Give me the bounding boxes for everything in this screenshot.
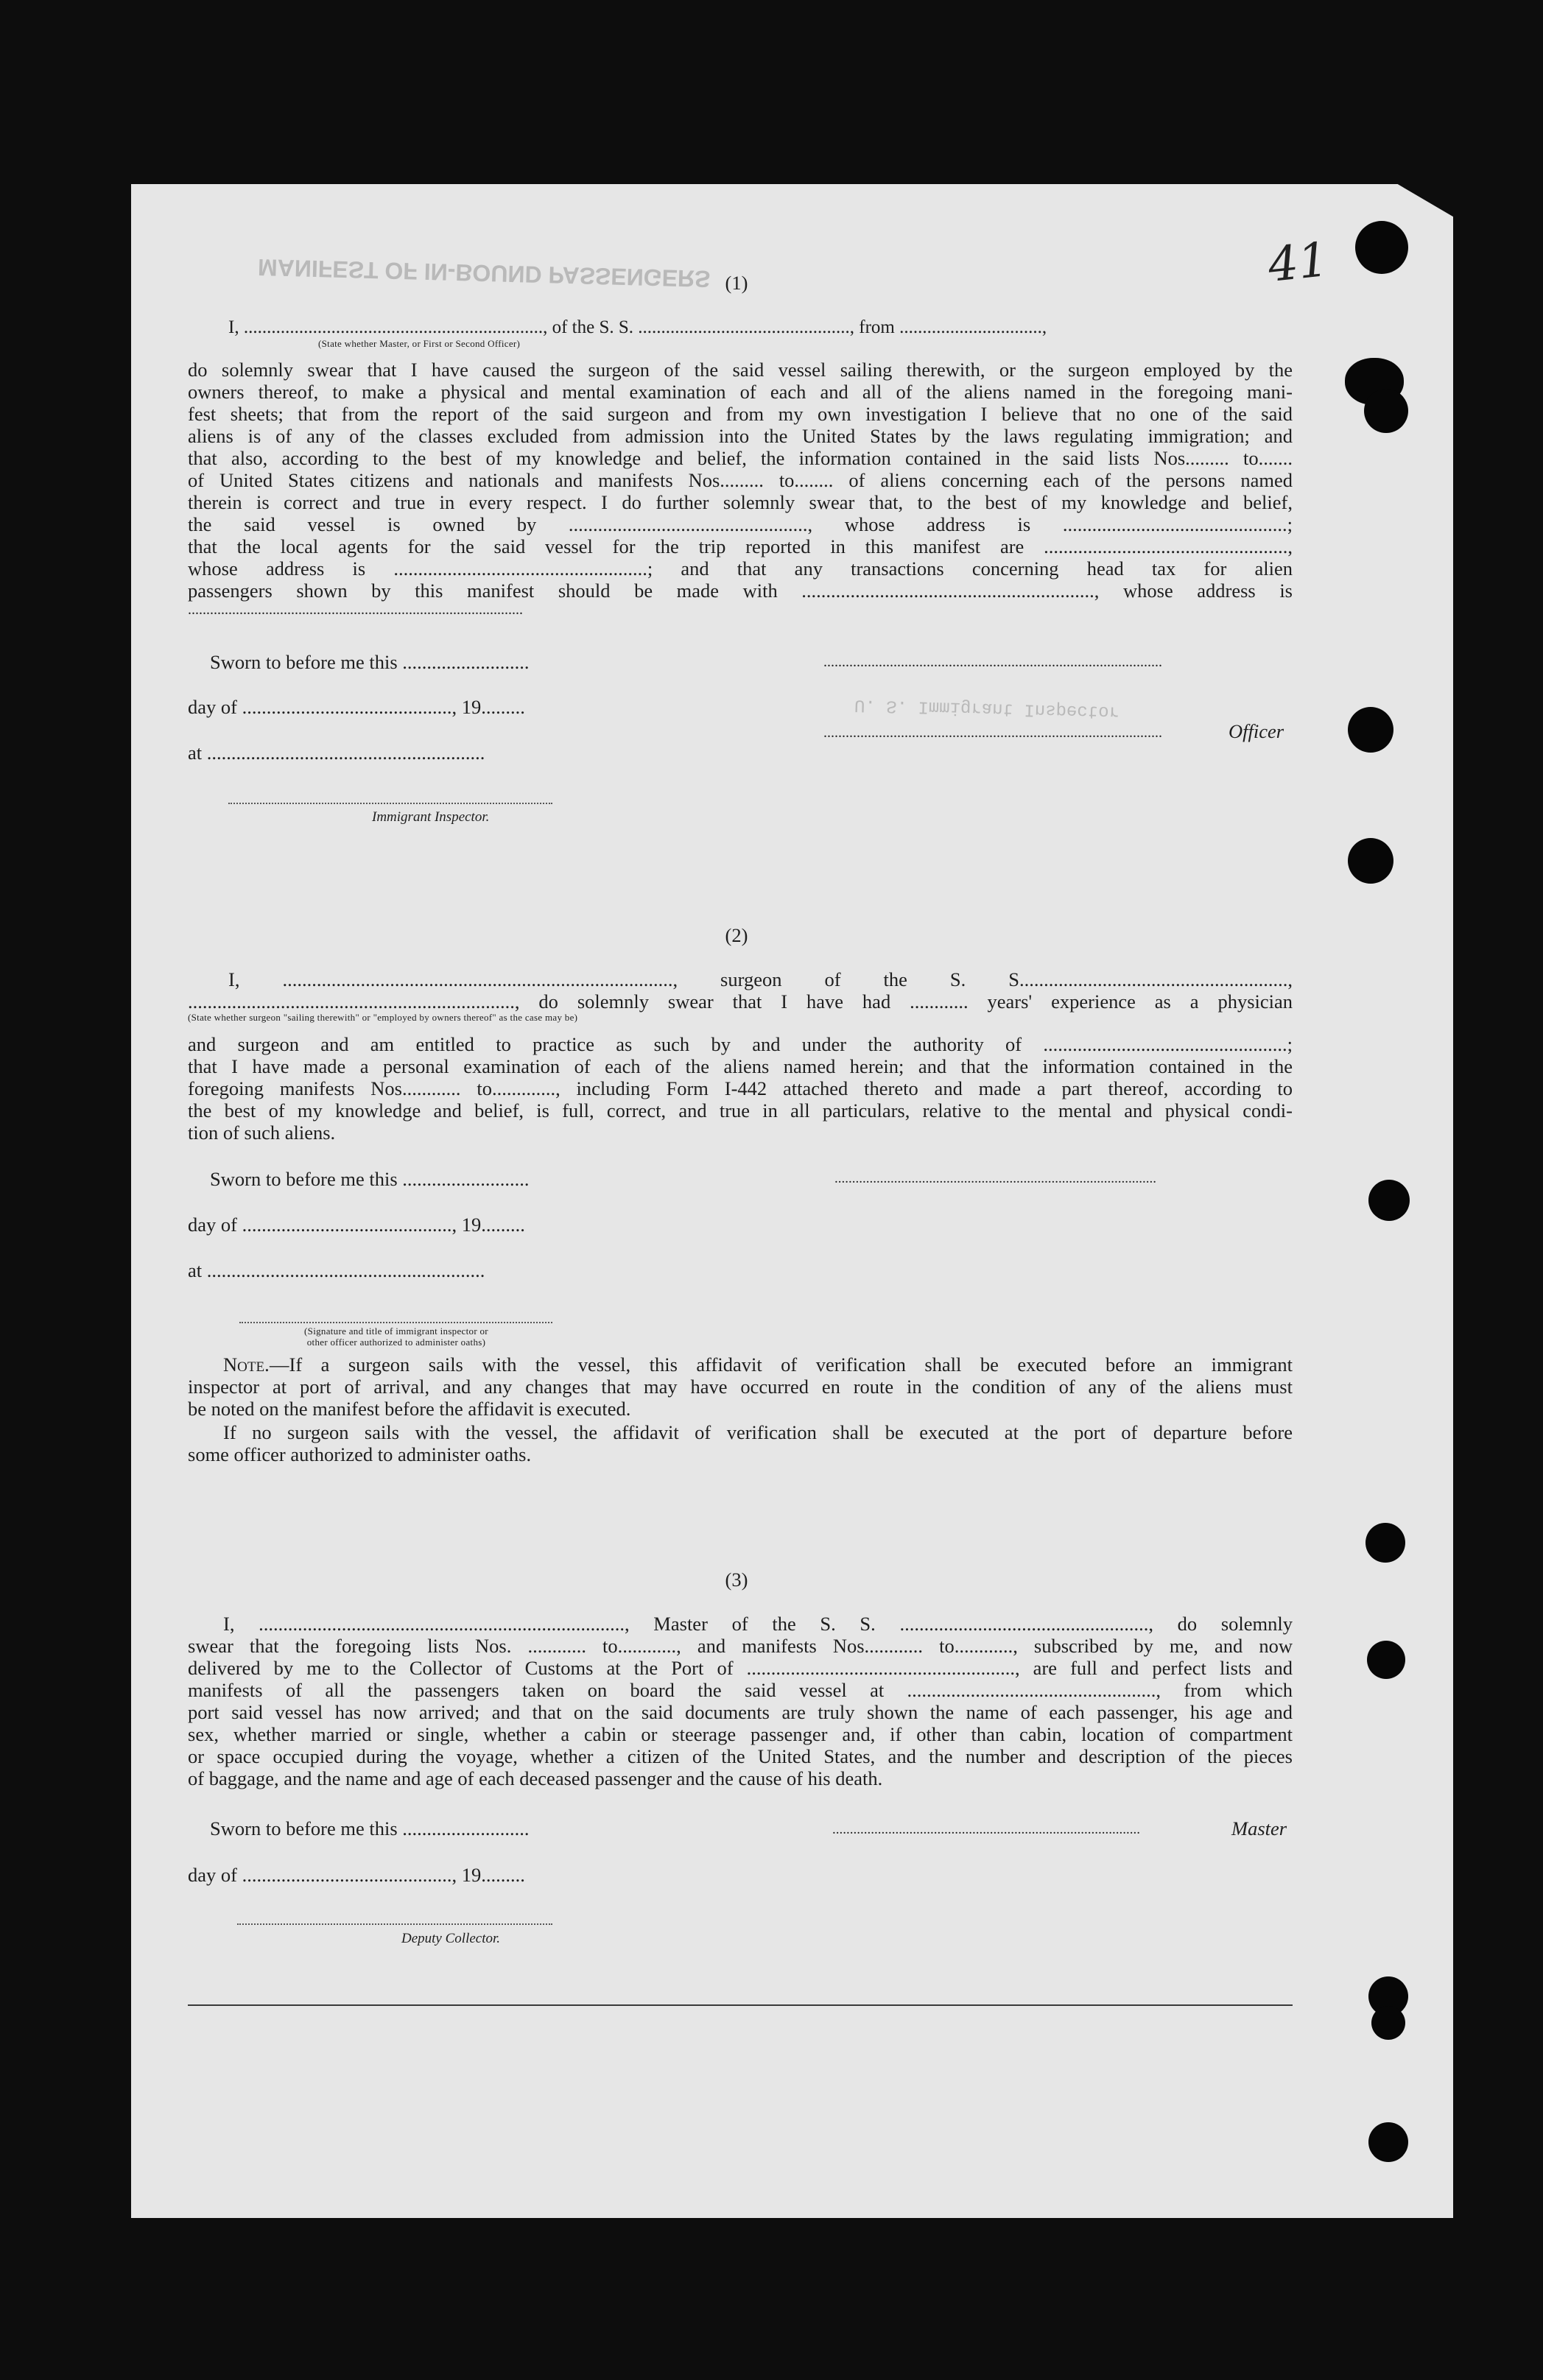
section-2-at-line: at ......................................................... — [188, 1259, 485, 1281]
section-2-body-line: and surgeon and am entitled to practice as such by and under the authority of ..................................................; — [188, 1033, 1293, 1055]
section-1-day-line: day of ..........................................., 19......... — [188, 696, 525, 718]
section-2-body-line: tion of such aliens. — [188, 1122, 336, 1144]
section-1-inspector-caption: Immigrant Inspector. — [372, 809, 490, 825]
section-1-body-line: do solemnly swear that I have caused the surgeon of the said vessel sailing therewith, or the surgeon employed by the — [188, 359, 1293, 381]
section-2-body-line: the best of my knowledge and belief, is full, correct, and true in all particulars, relative to the mental and physical condi- — [188, 1099, 1293, 1122]
section-1-body-line: aliens is of any of the classes excluded from admission into the United States by the laws regulating immigration; and — [188, 425, 1293, 447]
section-3-sworn-line: Sworn to before me this .......................... — [210, 1817, 530, 1839]
section-1-at-line: at ......................................................... — [188, 742, 485, 764]
binding-hole — [1355, 221, 1408, 274]
section-2-body-line: foregoing manifests Nos............ to............., including Form I-442 attached thereto and made a part thereof, according to — [188, 1077, 1293, 1099]
binding-hole — [1371, 2006, 1405, 2040]
section-2-surgeon-caption: (State whether surgeon "sailing therewith" or "employed by owners thereof" as the case may be) — [188, 1012, 578, 1023]
section-2-inspector-signature-line — [239, 1322, 552, 1323]
section-2-body-line: that I have made a personal examination of each of the aliens named herein; and that the information contained in the — [188, 1055, 1293, 1077]
section-1-officer-signature-line: ............................................................................................ — [823, 654, 1162, 670]
section-3-body-line: delivered by me to the Collector of Customs at the Port of ......................................................., are full and perfect lists and — [188, 1657, 1293, 1679]
section-3-body-line: sex, whether married or single, whether a cabin or steerage passenger and, if other than cabin, location of compartment — [188, 1723, 1293, 1745]
section-1-sworn-line: Sworn to before me this .......................... — [210, 651, 530, 673]
section-2-note-line: inspector at port of arrival, and any changes that may have occurred en route in the condition of any of the aliens must — [188, 1376, 1293, 1398]
section-3-body-line: swear that the foregoing lists Nos. ............ to............, and manifests Nos............ to............, subscribed by me, and now — [188, 1635, 1293, 1657]
section-1-body-line: passengers shown by this manifest should be made with ............................................................, whose address is — [188, 580, 1293, 602]
binding-hole — [1348, 838, 1393, 884]
section-2-note-line: —If a surgeon sails with the vessel, this affidavit of verification shall be executed before an immigrant — [270, 1353, 1293, 1376]
section-2-note-line: If no surgeon sails with the vessel, the affidavit of verification shall be executed at the port of departure before — [223, 1421, 1293, 1443]
section-1-body-line: therein is correct and true in every respect. I do further solemnly swear that, to the best of my knowledge and belief, — [188, 491, 1293, 513]
section-2-signature-caption: other officer authorized to administer oaths) — [306, 1337, 486, 1348]
bleed-through-header: MANIFEST OF IN-BOUND PASSENGERS — [257, 253, 711, 293]
section-1-body-line: that also, according to the best of my knowledge and belief, the information contained in the said lists Nos......... to....... — [188, 447, 1293, 469]
section-3-master-signature-line: ........................................................................................ — [832, 1822, 1140, 1837]
bottom-rule — [188, 2004, 1293, 2006]
binding-hole — [1348, 707, 1393, 753]
section-2-note-line: some officer authorized to administer oaths. — [188, 1443, 532, 1465]
section-3-body-line: I, ..........................................................................., Master of the S. S. ..................................................., do solemnly — [223, 1613, 1293, 1635]
section-3-number: (3) — [725, 1569, 748, 1591]
section-1-body-line: of United States citizens and nationals and manifests Nos......... to........ of aliens concerning each of the persons named — [188, 469, 1293, 491]
section-2-number: (2) — [725, 924, 748, 946]
section-2-note-line: be noted on the manifest before the affidavit is executed. — [188, 1398, 631, 1420]
binding-hole — [1368, 1180, 1410, 1221]
section-1-body-line: whose address is ....................................................; and that any transactions concerning head tax for alien — [188, 557, 1293, 580]
section-3-collector-signature-line — [237, 1923, 552, 1925]
binding-hole — [1364, 389, 1408, 433]
section-3-body-line: of baggage, and the name and age of each deceased passenger and the cause of his death. — [188, 1767, 883, 1789]
section-3-body-line: port said vessel has now arrived; and that on the said documents are truly shown the name of each passenger, his age and — [188, 1701, 1293, 1723]
binding-hole — [1365, 1523, 1405, 1563]
handwritten-page-number: 41 — [1265, 232, 1332, 294]
section-3-body-line: manifests of all the passengers taken on board the said vessel at ..................................................., from which — [188, 1679, 1293, 1701]
section-2-signature-caption: (Signature and title of immigrant inspector or — [304, 1325, 488, 1337]
section-3-collector-caption: Deputy Collector. — [401, 1931, 501, 1946]
section-1-body-line: ........................................................................................... — [188, 602, 523, 618]
section-2-day-line: day of ..........................................., 19......... — [188, 1214, 525, 1236]
section-1-inspector-signature-line — [228, 803, 552, 804]
note-label: Note. — [223, 1353, 270, 1376]
section-1-officer-label: Officer — [1229, 720, 1284, 742]
bleed-through-stamp: U. S. Immigrant Inspector — [854, 694, 1120, 722]
section-1-body-line: the said vessel is owned by ................................................., whose address is ..............................................; — [188, 513, 1293, 535]
section-1-officer-line: ............................................................................................ — [823, 725, 1162, 741]
section-2-first-line: I, ................................................................................, surgeon of the S. S......................................................., — [228, 968, 1293, 990]
section-2-second-line: ..................................................................., do solemnly swear that I have had ............ years' experience as a physician — [188, 990, 1293, 1013]
section-3-day-line: day of ..........................................., 19......... — [188, 1864, 525, 1886]
binding-hole — [1368, 2122, 1408, 2162]
section-1-oath-first-line: I, ................................................................., of the S. S. .............................................., from ..............................., — [228, 317, 1047, 337]
section-1-body-line: that the local agents for the said vessel for the trip reported in this manifest are .................................................., — [188, 535, 1293, 557]
section-3-master-label: Master — [1231, 1817, 1287, 1839]
section-2-sworn-line: Sworn to before me this .......................... — [210, 1168, 530, 1190]
section-1-number: (1) — [725, 272, 748, 294]
section-2-note-label — [223, 1353, 270, 1376]
section-3-body-line: or space occupied during the voyage, whether a citizen of the United States, and the number and description of the pieces — [188, 1745, 1293, 1767]
binding-hole — [1367, 1641, 1405, 1679]
section-1-rank-caption: (State whether Master, or First or Second Officer) — [318, 338, 521, 349]
section-1-body-line: owners thereof, to make a physical and mental examination of each and all of the aliens named in the foregoing mani- — [188, 381, 1293, 403]
section-2-signature-line: ............................................................................................ — [834, 1171, 1156, 1186]
section-1-body-line: fest sheets; that from the report of the said surgeon and from my own investigation I believe that no one of the said — [188, 403, 1293, 425]
